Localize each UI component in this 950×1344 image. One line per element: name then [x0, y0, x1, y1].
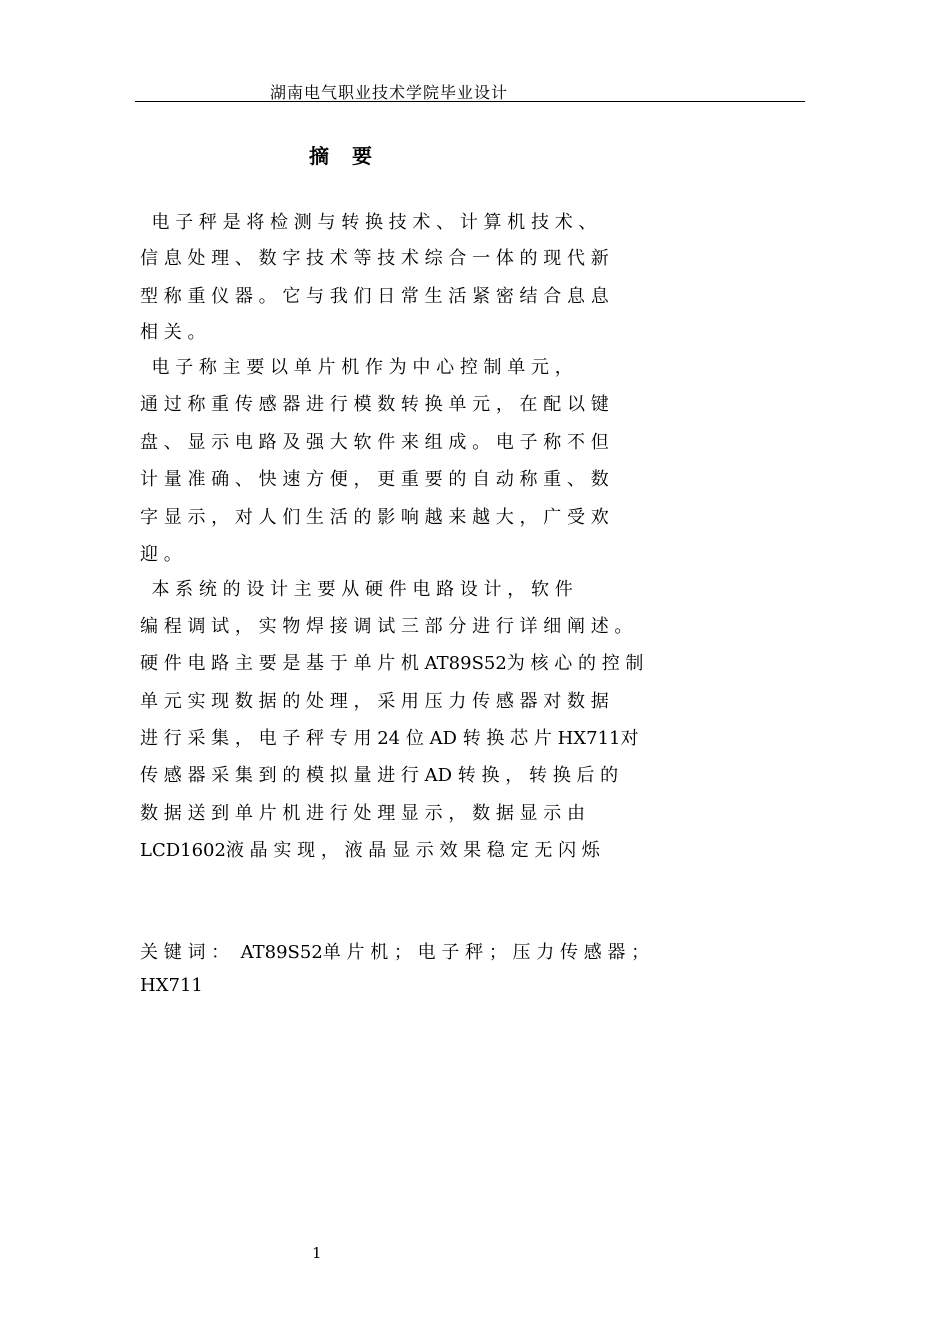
body-line: 信 息 处 理 、 数 字 技 术 等 技 术 综 合 一 体 的 现 代 新 [140, 248, 609, 269]
keywords-line-2: HX711 [140, 975, 203, 996]
abstract-title: 摘 要 [309, 144, 380, 168]
body-line: 相 关 。 [140, 322, 206, 343]
body-line: 电 子 秤 是 将 检 测 与 转 换 技 术 、 计 算 机 技 术 、 [140, 212, 597, 233]
body-line: 数 据 送 到 单 片 机 进 行 处 理 显 示 ， 数 据 显 示 由 [140, 803, 585, 824]
body-line: 编 程 调 试 ， 实 物 焊 接 调 试 三 部 分 进 行 详 细 阐 述 。 [140, 616, 633, 637]
keywords-line-1: 关 键 词 ： AT89S52单 片 机 ； 电 子 秤 ； 压 力 传 感 器 ； [140, 942, 650, 963]
body-line: 通 过 称 重 传 感 器 进 行 模 数 转 换 单 元 ， 在 配 以 键 [140, 394, 609, 415]
page-number: 1 [312, 1244, 322, 1262]
page-header [135, 80, 805, 102]
body-line: 进 行 采 集 ， 电 子 秤 专 用 24 位 AD 转 换 芯 片 HX711对 [140, 728, 639, 749]
body-line: 计 量 准 确 、 快 速 方 便 ， 更 重 要 的 自 动 称 重 、 数 [140, 469, 609, 490]
body-line: 盘 、 显 示 电 路 及 强 大 软 件 来 组 成 。 电 子 称 不 但 [140, 432, 609, 453]
body-line: 传 感 器 采 集 到 的 模 拟 量 进 行 AD 转 换 ， 转 换 后 的 [140, 765, 619, 786]
body-line: 电 子 称 主 要 以 单 片 机 作 为 中 心 控 制 单 元 ， [140, 357, 573, 378]
body-line: 硬 件 电 路 主 要 是 基 于 单 片 机 AT89S52为 核 心 的 控 制 [140, 653, 644, 674]
header-text: 湖南电气职业技术学院毕业设计 [270, 83, 509, 102]
body-line: 单 元 实 现 数 据 的 处 理 ， 采 用 压 力 传 感 器 对 数 据 [140, 691, 609, 712]
body-line: 迎 。 [140, 544, 182, 565]
body-line: 本 系 统 的 设 计 主 要 从 硬 件 电 路 设 计 ， 软 件 [140, 579, 573, 600]
body-line: LCD1602液 晶 实 现 ， 液 晶 显 示 效 果 稳 定 无 闪 烁 [140, 840, 600, 861]
body-line: 字 显 示 ， 对 人 们 生 活 的 影 响 越 来 越 大 ， 广 受 欢 [140, 507, 609, 528]
body-line: 型 称 重 仪 器 。 它 与 我 们 日 常 生 活 紧 密 结 合 息 息 [140, 286, 609, 307]
